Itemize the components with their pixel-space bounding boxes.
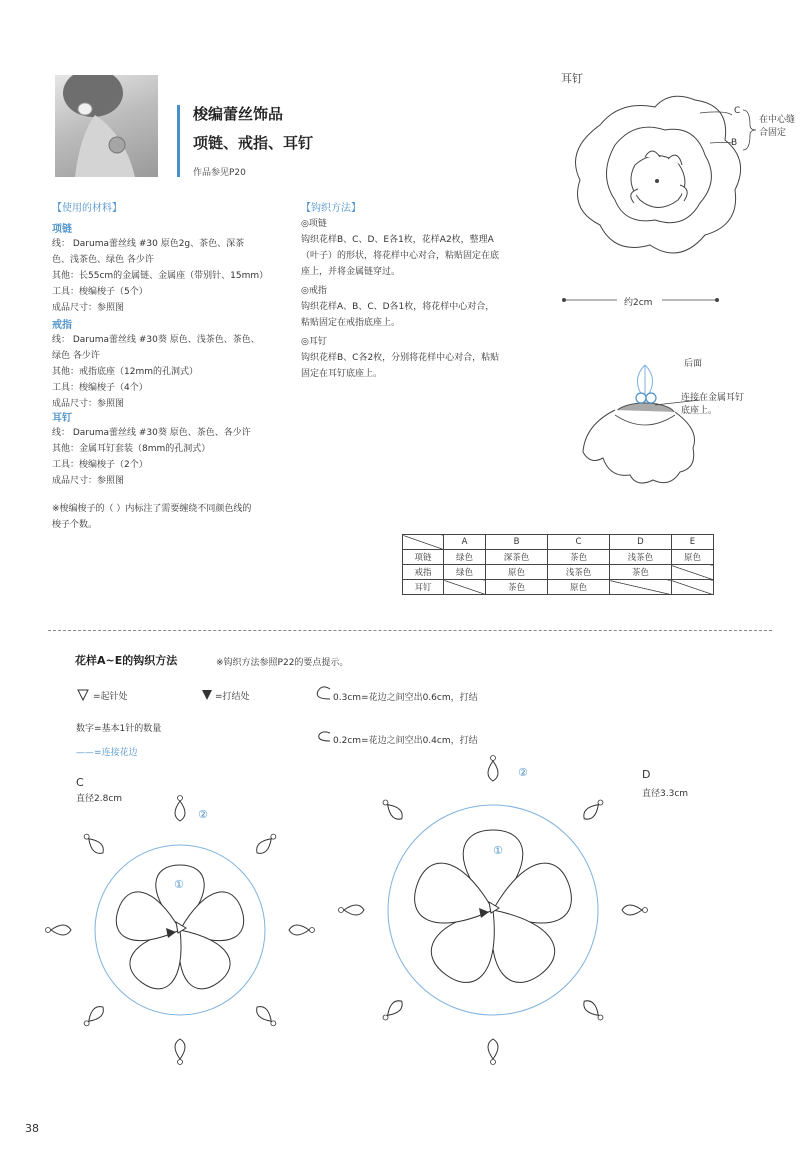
outer-ring	[488, 761, 498, 781]
legend-number: 数字=基本1针的数量	[76, 724, 162, 734]
outer-ring	[584, 805, 599, 820]
text-line: ※梭编梭子的（ ）内标注了需要缠绕不同颜色线的	[52, 504, 252, 514]
outer-ring	[175, 801, 185, 821]
table-corner	[403, 535, 444, 550]
text-line: 成品尺寸：参照图	[52, 476, 125, 486]
materials-ring-label: 戒指	[52, 320, 72, 331]
method-earring	[301, 334, 499, 382]
table-header: E	[671, 535, 713, 550]
pattern-d-diagram	[345, 765, 645, 1085]
text-line: 其他：金属耳钉套装（8mm的孔洞式）	[52, 444, 211, 454]
text-line: 在中心缝	[759, 115, 796, 125]
text-line: 固定在耳钉底座上。	[301, 369, 383, 379]
pattern-c-step-2: ②	[198, 808, 208, 821]
text-line: 其他：戒指底座（12mm的孔洞式）	[52, 367, 198, 377]
outer-ring	[488, 1039, 498, 1059]
text-line: 底座上。	[681, 406, 718, 416]
picot-large-icon	[314, 685, 334, 703]
table-header-row	[403, 535, 714, 550]
text-line: 色、浅茶色、绿色 各少许	[52, 255, 154, 265]
picot	[383, 1015, 388, 1020]
method-necklace	[301, 216, 499, 280]
picot	[598, 1015, 603, 1020]
title-block	[177, 103, 314, 181]
pattern-d-diameter: 直径3.3cm	[642, 789, 689, 799]
pattern-d-label: D	[642, 768, 651, 781]
picot	[643, 908, 648, 913]
page-number: 38	[25, 1122, 39, 1135]
start-marker-icon	[76, 688, 90, 702]
pattern-c-diagram	[60, 800, 360, 1080]
legend-picot-1: 0.3cm=花边之间空出0.6cm，打结	[333, 693, 478, 703]
legend-start: =起针处	[93, 692, 128, 702]
text-line: 钩织花样B、C各2枚，分别将花样中心对合，粘贴	[301, 353, 500, 363]
table-header: D	[609, 535, 671, 550]
text-line: 工具：梭编梭子（5个）	[52, 287, 148, 297]
picot	[598, 800, 603, 805]
outer-ring	[584, 1001, 599, 1016]
method-label: ◎耳钉	[301, 337, 327, 347]
text-line: 绿色 各少许	[52, 351, 100, 361]
outer-ring	[289, 925, 309, 935]
model-photo-illustration	[55, 75, 158, 177]
legend-knot: =打结处	[215, 692, 250, 702]
picot	[271, 834, 276, 839]
table-header: A	[444, 535, 486, 550]
legend-picot-2: 0.2cm=花边之间空出0.4cm，打结	[333, 736, 478, 746]
outer-ring	[257, 1007, 272, 1022]
pattern-d-step-2: ②	[518, 766, 528, 779]
text-line: 工具：梭编梭子（4个）	[52, 383, 148, 393]
earring-back-illustration	[575, 360, 705, 495]
legend-connect: ——=连接花边	[76, 748, 138, 758]
outer-ring	[51, 925, 71, 935]
picot	[178, 1060, 183, 1065]
outer-ring	[175, 1039, 185, 1059]
picot	[271, 1021, 276, 1026]
table-cell-empty	[671, 580, 713, 595]
text-line: 其他：长55cm的金属链、金属座（带别针、15mm）	[52, 271, 269, 281]
earring-center-note	[759, 114, 795, 140]
row-label: 项链	[403, 550, 444, 565]
table-cell: 茶色	[548, 550, 610, 565]
earring-diagram-title: 耳钉	[561, 72, 583, 85]
method-label: ◎戒指	[301, 286, 327, 296]
text-line: 座上，并将金属链穿过。	[301, 267, 401, 277]
table-row	[403, 550, 714, 565]
text-line: 线： Daruma蕾丝线 #30葵 原色、浅茶色、茶色、	[52, 335, 260, 345]
method-ring	[301, 283, 494, 331]
earring-size: 约2cm	[624, 298, 653, 308]
picot	[46, 928, 51, 933]
outer-ring	[257, 839, 272, 854]
table-cell-empty	[444, 580, 486, 595]
text-line: 梭子个数。	[52, 520, 98, 530]
table-cell: 茶色	[609, 565, 671, 580]
picot-small-icon	[314, 729, 334, 745]
pattern-c-label: C	[76, 776, 84, 789]
title-accent-bar	[177, 105, 180, 177]
text-line: 钩织花样A、B、C、D各1枚，将花样中心对合，	[301, 302, 495, 312]
picot	[491, 756, 496, 761]
text-line: 成品尺寸：参照图	[52, 303, 125, 313]
table-cell: 原色	[671, 550, 713, 565]
picot	[178, 796, 183, 801]
reference-note: 作品参见P20	[193, 168, 246, 178]
knot-marker-icon	[200, 688, 214, 702]
picot	[84, 834, 89, 839]
table-cell: 浅茶色	[548, 565, 610, 580]
table-cell: 深茶色	[486, 550, 548, 565]
outer-ring	[388, 805, 403, 820]
text-line: 线： Daruma蕾丝线 #30 原色2g、茶色、深茶	[52, 239, 245, 249]
earring-back-label: 后面	[684, 359, 703, 369]
earring-label-c: C	[734, 106, 741, 116]
picot	[84, 1021, 89, 1026]
materials-note	[52, 501, 251, 533]
table-row	[403, 580, 714, 595]
table-cell: 原色	[486, 565, 548, 580]
model-photo	[55, 75, 158, 177]
table-cell: 原色	[548, 580, 610, 595]
text-line: 成品尺寸：参照图	[52, 399, 125, 409]
text-line: 线： Daruma蕾丝线 #30葵 原色、茶色、各少许	[52, 428, 251, 438]
text-line: 粘贴固定在戒指底座上。	[301, 318, 401, 328]
table-cell-empty	[609, 580, 671, 595]
outer-ring	[622, 905, 642, 915]
materials-necklace	[52, 236, 268, 316]
text-line: 连接在金属耳钉	[681, 393, 745, 403]
page-subtitle: 项链、戒指、耳钉	[193, 134, 314, 152]
earring-label-b: B	[731, 138, 738, 148]
table-cell: 绿色	[444, 550, 486, 565]
picot	[310, 928, 315, 933]
text-line: 工具：梭编梭子（2个）	[52, 460, 148, 470]
table-cell-empty	[671, 565, 713, 580]
patterns-heading: 花样A~E的钩织方法	[75, 654, 178, 667]
materials-earring-label: 耳钉	[52, 413, 72, 424]
text-line: 钩织花样B、C、D、E各1枚，花样A2枚，整理A	[301, 235, 494, 245]
materials-necklace-label: 项链	[52, 224, 72, 235]
patterns-note: ※钩织方法参照P22的要点提示。	[216, 658, 349, 668]
pattern-d-step-1: ①	[493, 844, 503, 857]
table-header: B	[486, 535, 548, 550]
section-divider	[48, 630, 772, 631]
page-title: 梭编蕾丝饰品	[193, 105, 284, 123]
earring-flower-illustration	[560, 85, 790, 325]
table-cell: 茶色	[486, 580, 548, 595]
table-header: C	[548, 535, 610, 550]
table-row	[403, 565, 714, 580]
row-label: 耳钉	[403, 580, 444, 595]
outer-ring	[344, 905, 364, 915]
table-cell: 绿色	[444, 565, 486, 580]
picot	[491, 1060, 496, 1065]
materials-heading: 【使用的材料】	[52, 203, 122, 214]
method-label: ◎项链	[301, 219, 327, 229]
outer-ring	[89, 839, 104, 854]
outer-ring	[388, 1001, 403, 1016]
text-line: （叶子）的形状，将花样中心对合，粘贴固定在底	[301, 251, 500, 261]
materials-earring	[52, 425, 251, 489]
materials-ring	[52, 332, 260, 412]
text-line: 合固定	[759, 128, 787, 138]
method-heading: 【钩织方法】	[301, 203, 361, 214]
row-label: 戒指	[403, 565, 444, 580]
color-table	[402, 534, 714, 595]
pattern-c-diameter: 直径2.8cm	[76, 794, 123, 804]
table-cell: 浅茶色	[609, 550, 671, 565]
pattern-c-step-1: ①	[174, 878, 184, 891]
outer-ring	[89, 1007, 104, 1022]
picot	[383, 800, 388, 805]
earring-attach-note	[681, 392, 744, 418]
